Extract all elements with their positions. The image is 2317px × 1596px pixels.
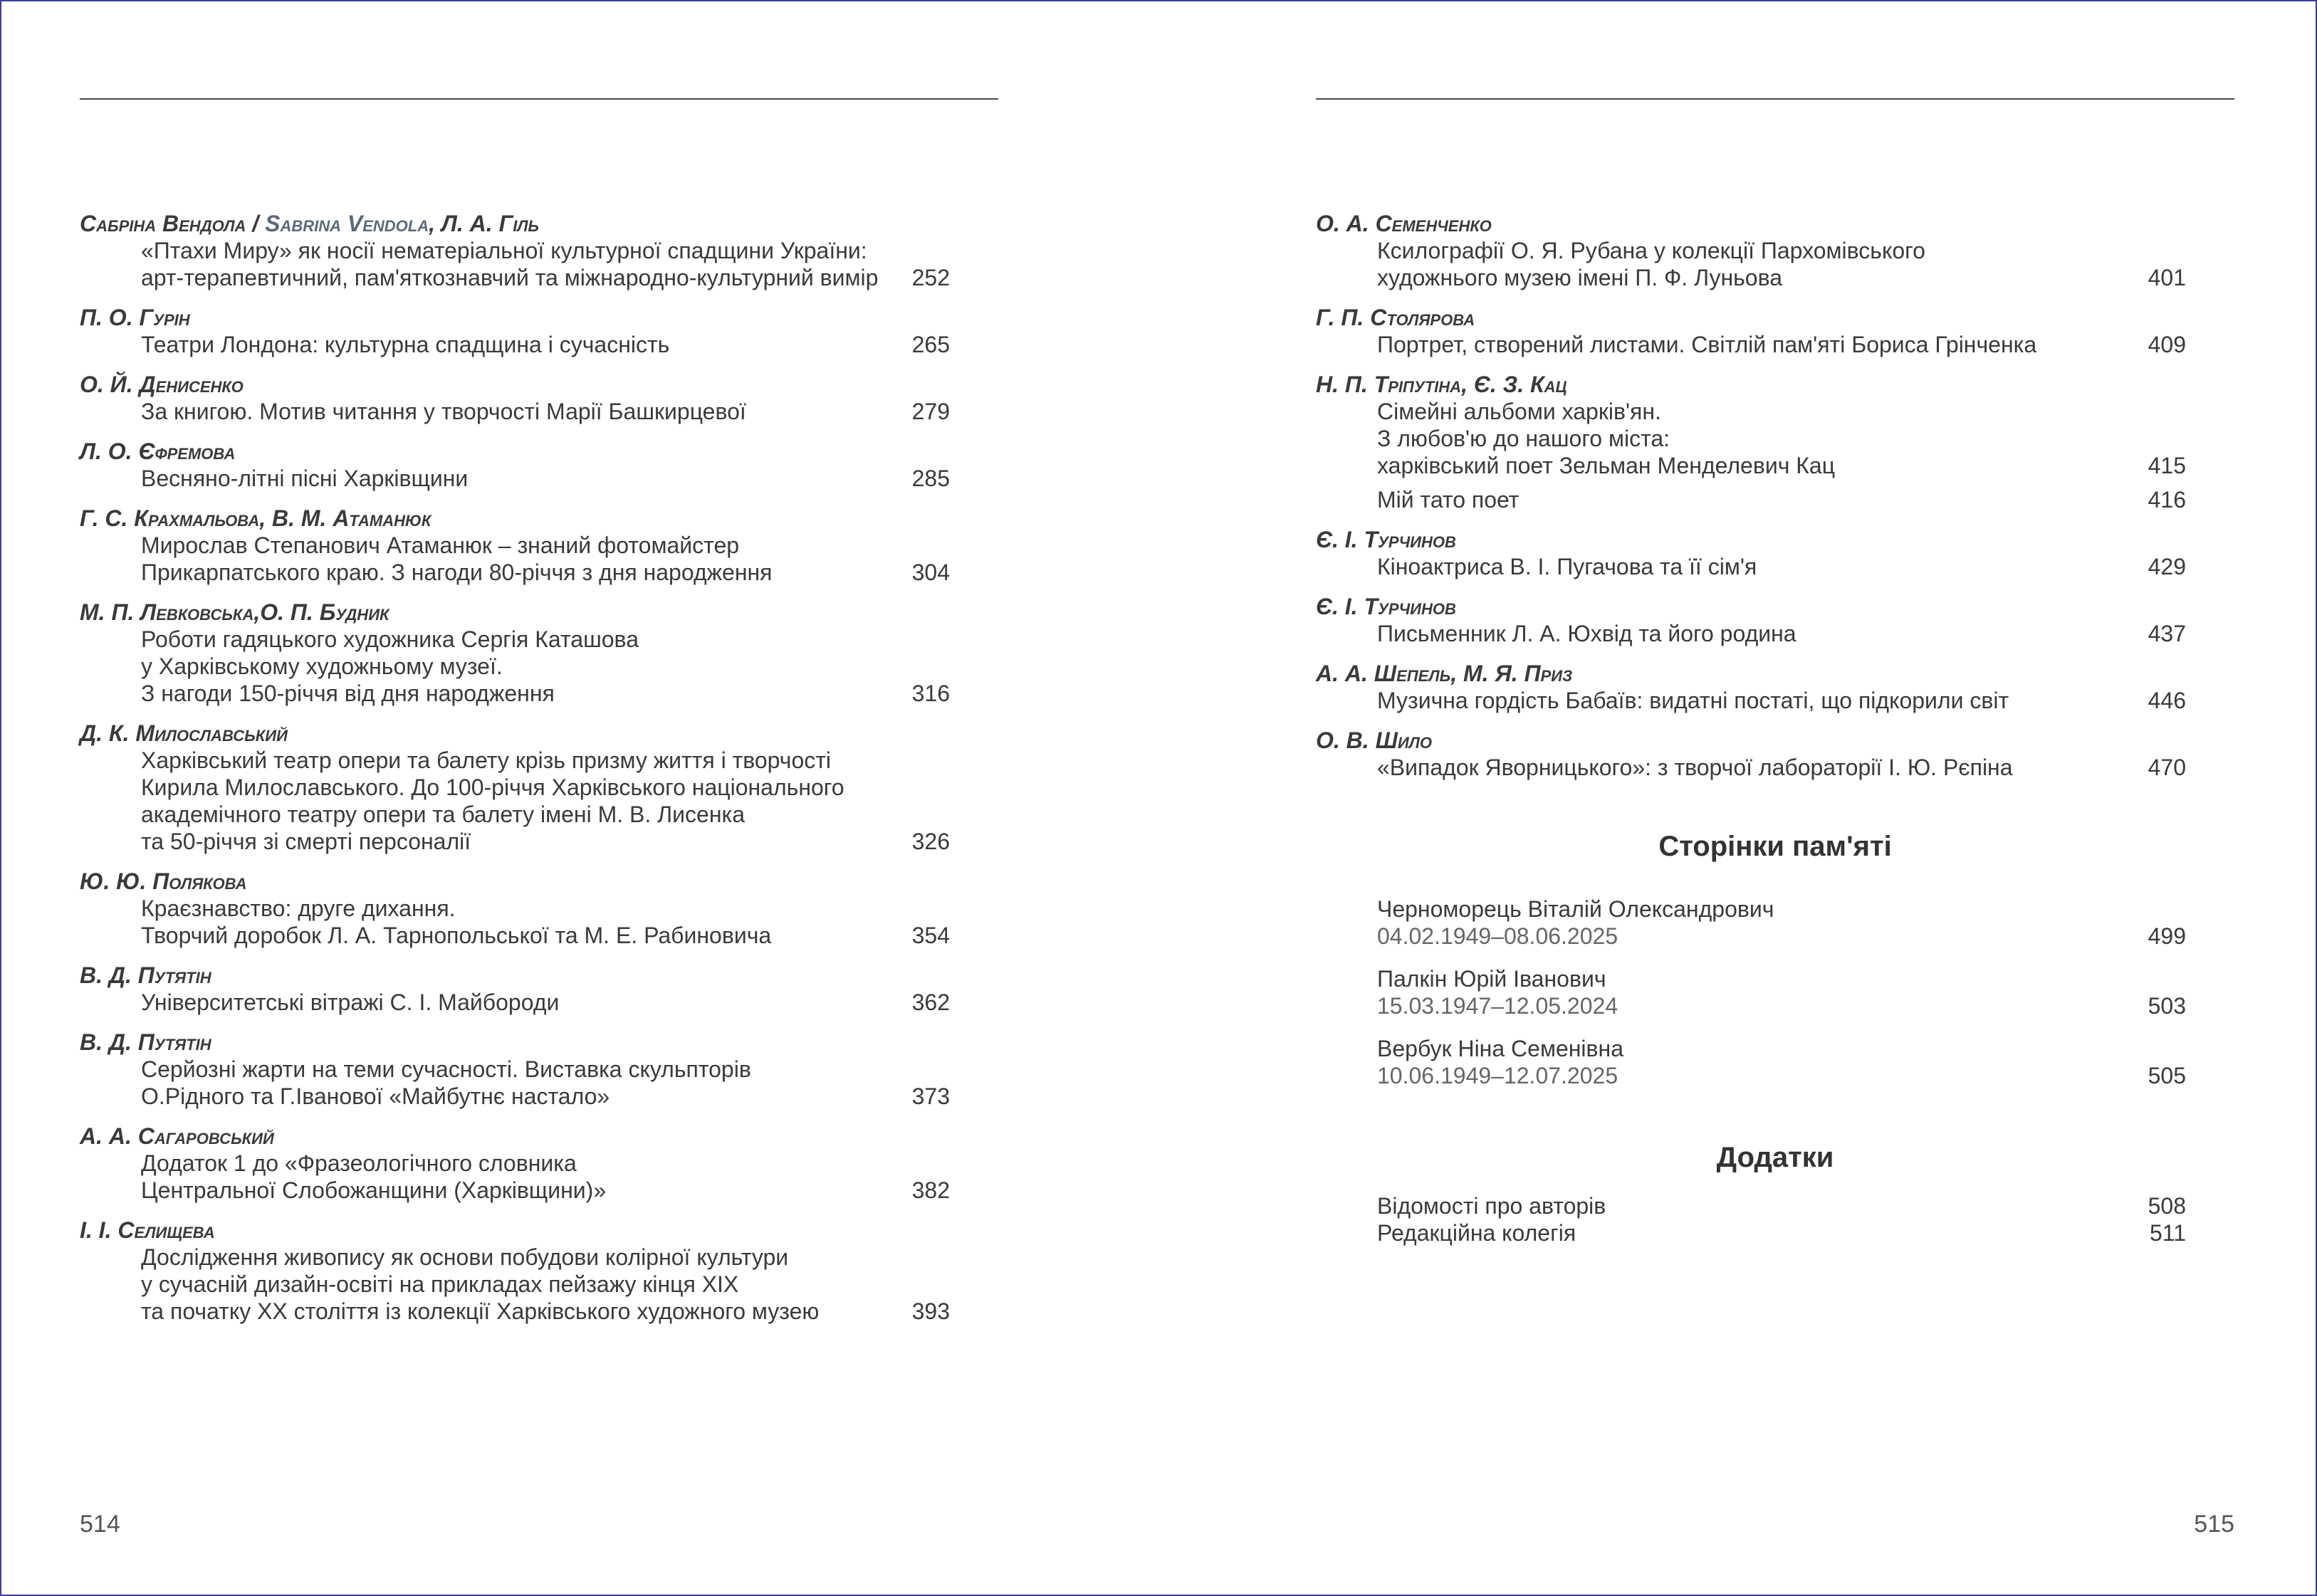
toc-title-text: З любов'ю до нашого міста: [1377,426,1670,451]
toc-page-number: 508 [2148,1193,2186,1219]
toc-page-number: 401 [2148,265,2186,290]
toc-entry [80,868,998,949]
toc-entry [80,304,998,358]
toc-author [80,438,998,465]
section-title-appendix: Додатки [1716,1142,1834,1173]
toc-author [1316,526,2234,553]
appendix-item [1316,1192,2234,1219]
toc-title-line [1316,687,2234,714]
toc-title-text: Мій тато поет [1377,487,1520,513]
toc-page-number: 416 [2148,487,2186,513]
toc-page-number: 265 [911,332,950,357]
toc-author-name: Г. С. Крахмальова, В. М. Атаманюк [80,505,432,531]
toc-author-name: А. А. Сагаровський [80,1123,274,1149]
toc-author-name: Г. П. Столярова [1316,305,1475,330]
toc-page-number: 362 [911,989,950,1015]
toc-page-number: 326 [911,829,950,854]
toc-author [80,720,998,747]
appendix-label: Редакційна колегія [1377,1220,1576,1246]
toc-title-text: Мирослав Степанович Атаманюк – знаний фотомайстер [141,532,740,558]
toc-title-line [80,1177,998,1204]
toc-entry [1316,660,2234,714]
toc-author [1316,304,2234,331]
toc-title-text: Центральної Слобожанщини (Харківщини)» [141,1177,607,1203]
toc-title-text: О.Рідного та Г.Іванової «Майбутнє настало» [141,1083,610,1109]
toc-title-text: Харківський театр опери та балету крізь призму життя і творчості [141,747,831,773]
toc-title-text: Дослідження живопису як основи побудови колірної культури [141,1244,789,1270]
memorial-dates-line [1316,923,2234,950]
toc-title-text: у Харківському художньому музеї. [141,653,503,679]
toc-title-line [80,626,998,653]
toc-page-number: 415 [2148,453,2186,478]
toc-title-text: харківський поет Зельман Менделевич Кац [1377,453,1836,478]
toc-page-number: 382 [911,1177,950,1203]
page-number-left: 514 [80,1511,120,1538]
page-number-right: 515 [2194,1511,2234,1538]
toc-entry [80,1217,998,1325]
toc-title-line [80,331,998,358]
toc-author [80,599,998,626]
toc-left [80,210,998,1338]
memorial-dates: 04.02.1949–08.06.2025 [1377,923,1618,949]
toc-title-line [80,398,998,425]
toc-author [80,1217,998,1244]
toc-title-text: Творчий доробок Л. А. Тарнопольської та М. Е. Рабиновича [141,923,772,948]
memorial-entry [1316,1035,2234,1089]
toc-author-name: О. А. Семенченко [1316,211,1492,236]
toc-page-number: 503 [2148,993,2186,1019]
toc-title-line [1316,237,2234,264]
toc-title-text: Прикарпатського краю. З нагоди 80-річчя з дня народження [141,560,773,585]
toc-entry [80,962,998,1016]
toc-title-text: академічного театру опери та балету імені М. В. Лисенка [141,802,745,827]
toc-title-line [1316,486,2234,513]
toc-author-name: О. В. Шило [1316,728,1432,753]
toc-title-line [80,559,998,586]
toc-title-text: Серйозні жарти на теми сучасності. Виставка скульпторів [141,1056,751,1082]
toc-title-line [80,922,998,949]
toc-title-text: Музична гордість Бабаїв: видатні постаті, що підкорили світ [1377,688,2009,713]
toc-entry [1316,727,2234,781]
memorial-dates: 10.06.1949–12.07.2025 [1377,1063,1618,1088]
toc-title-line [1316,425,2234,452]
toc-title-text: «Випадок Яворницького»: з творчої лабораторії І. Ю. Рєпіна [1377,755,2013,780]
toc-author-name: Є. І. Турчинов [1316,527,1456,552]
toc-author: Сабріна Вендола / Sabrina Vendola, Л. А. Гіль [80,211,540,236]
toc-title-text: Роботи гадяцького художника Сергія Каташова [141,626,639,652]
toc-page-number: 499 [2148,923,2186,949]
left-page [80,0,998,1596]
toc-title-line [80,1244,998,1271]
toc-title-text: та 50-річчя зі смерті персоналії [141,829,471,854]
toc-title-text: Ксилографії О. Я. Рубана у колекції Пархомівського [1377,238,1925,263]
toc-author [80,505,998,532]
memorial-entry [1316,896,2234,950]
toc-author-name: І. І. Селищева [80,1217,215,1243]
toc-author [80,868,998,895]
toc-entry [80,371,998,425]
toc-title-line [80,465,998,492]
toc-author-name: Л. О. Єфремова [80,439,236,464]
toc-page-number: 505 [2148,1063,2186,1088]
toc-page-number: 470 [2148,755,2186,780]
toc-title-line [80,1083,998,1110]
toc-page-number: 373 [911,1083,950,1109]
toc-author-name: П. О. Гурін [80,305,190,330]
toc-title-text: Портрет, створений листами. Світлій пам'яті Бориса Грінченка [1377,332,2037,357]
toc-page-number: 316 [911,681,950,706]
memorial-name: Палкін Юрій Іванович [1377,966,1606,992]
toc-title-text: Театри Лондона: культурна спадщина і сучасність [141,332,670,357]
toc-author-name: В. Д. Путятін [80,1029,211,1055]
toc-author-name: В. Д. Путятін [80,962,211,988]
toc-title-line [80,774,998,801]
toc-title-text: Кіноактриса В. І. Пугачова та її сім'я [1377,554,1757,579]
toc-title-line [80,895,998,922]
header-rule [80,98,998,100]
toc-author [80,1029,998,1056]
toc-entry [1316,526,2234,580]
toc-entry [80,505,998,586]
toc-author-name: О. Й. Денисенко [80,372,244,397]
toc-title-text: Письменник Л. А. Юхвід та його родина [1377,621,1796,646]
toc-page-number: 354 [911,923,950,948]
toc-page-number: 304 [911,560,950,585]
toc-page-number: 429 [2148,554,2186,579]
toc-title-line [80,828,998,855]
toc-entry [80,1123,998,1204]
toc-author [1316,371,2234,398]
toc-author-name: Є. І. Турчинов [1316,594,1456,619]
toc-entry [80,720,998,855]
toc-page-number: 285 [911,466,950,491]
toc-author-name: Ю. Ю. Полякова [80,868,247,894]
toc-page-number: 446 [2148,688,2186,713]
appendix-item [1316,1219,2234,1246]
toc-page-number: 437 [2148,621,2186,646]
toc-title-line: «Птахи Миру» як носії нематеріальної культурної спадщини України: [141,238,867,263]
toc-author [1316,660,2234,687]
toc-title-text: у сучасній дизайн-освіті на прикладах пейзажу кінця XIX [141,1271,739,1297]
toc-entry [1316,593,2234,647]
toc-entry [80,438,998,492]
right-page [1316,0,2234,1596]
toc-page-number: 409 [2148,332,2186,357]
toc-title-line [80,680,998,707]
toc-entry [1316,304,2234,358]
toc-title-text: З нагоди 150-річчя від дня народження [141,681,555,706]
memorial-name: Черноморець Віталій Олександрович [1377,896,1774,922]
toc-author [1316,593,2234,620]
memorial-dates: 15.03.1947–12.05.2024 [1377,993,1618,1019]
toc-title-line [1316,398,2234,425]
toc-title-line [80,1298,998,1325]
toc-title-line [1316,620,2234,647]
memorial-dates-line [1316,992,2234,1019]
toc-title-line [80,1271,998,1298]
toc-author-name: Н. П. Тріпутіна, Є. З. Кац [1316,372,1567,397]
toc-page-number: 252 [911,265,950,290]
memorial-dates-line [1316,1062,2234,1089]
toc-author [1316,727,2234,754]
toc-title-text: Краєзнавство: друге дихання. [141,896,456,921]
header-rule [1316,98,2234,100]
toc-title-line [1316,754,2234,781]
toc-author [80,371,998,398]
toc-title-text: та початку XX століття із колекції Харківського художного музею [141,1298,820,1324]
toc-title-text: Додаток 1 до «Фразеологічного словника [141,1150,577,1176]
toc-title-text: Кирила Милославського. До 100-річчя Харківського національного [141,775,844,800]
toc-author-name: Д. К. Милославський [80,720,288,746]
toc-entry [1316,371,2234,513]
toc-title-line [80,747,998,774]
toc-author-name: А. А. Шепель, М. Я. Приз [1316,661,1573,686]
toc-title-line [80,532,998,559]
toc-title-text: За книгою. Мотив читання у творчості Марії Башкирцевої [141,399,746,424]
toc-page-number: 279 [911,399,950,424]
toc-entry [1316,210,2234,291]
toc-author [80,962,998,989]
appendix-label: Відомості про авторів [1377,1193,1606,1219]
toc-page-number: 511 [2149,1220,2186,1246]
toc-right [1316,210,2234,1246]
memorial-name: Вербук Ніна Семенівна [1377,1036,1623,1061]
toc-author [1316,210,2234,237]
toc-title-line: арт-терапевтичний, пам'яткознавчий та міжнародно-культурний вимір 252 [141,265,950,290]
toc-title-text: Університетські вітражі С. І. Майбороди [141,989,560,1015]
toc-title-line [80,653,998,680]
toc-title-line [80,801,998,828]
toc-title-line [80,1056,998,1083]
toc-author [80,304,998,331]
toc-entry [80,210,998,291]
memorial-entry [1316,965,2234,1019]
toc-title-line [1316,331,2234,358]
toc-title-text: Весняно-літні пісні Харківщини [141,466,469,491]
toc-author-name: М. П. Левковська,О. П. Будник [80,599,389,625]
toc-title-line [1316,452,2234,479]
section-title-memory: Сторінки пам'яті [1658,831,1892,862]
toc-title-line [1316,264,2234,291]
toc-entry [80,1029,998,1110]
toc-title-line [1316,553,2234,580]
toc-page-number: 393 [911,1298,950,1324]
toc-entry [80,599,998,707]
toc-title-text: художнього музею імені П. Ф. Луньова [1377,265,1783,290]
toc-title-text: Сімейні альбоми харків'ян. [1377,399,1661,424]
toc-title-line [80,1150,998,1177]
toc-title-line [80,989,998,1016]
toc-author [80,1123,998,1150]
